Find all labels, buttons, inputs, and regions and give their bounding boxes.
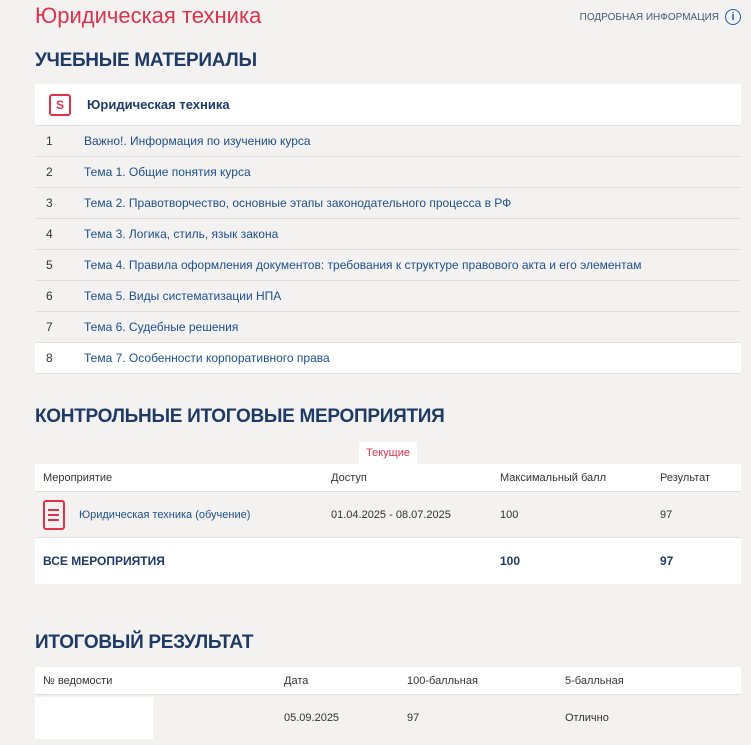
total-max: 100 [500, 554, 521, 568]
clipboard-icon [43, 500, 65, 530]
control-heading: КОНТРОЛЬНЫЕ ИТОГОВЫЕ МЕРОПРИЯТИЯ [35, 406, 445, 427]
col-date: Дата [284, 674, 309, 687]
col-max: Максимальный балл [500, 471, 606, 484]
item-link[interactable]: Тема 3. Логика, стиль, язык закона [84, 227, 279, 241]
control-table [35, 464, 741, 584]
item-link[interactable]: Важно!. Информация по изучению курса [84, 134, 311, 148]
materials-list [35, 84, 741, 374]
access-dates: 01.04.2025 - 08.07.2025 [331, 508, 451, 521]
score-5: Отлично [565, 712, 609, 724]
course-name: Юридическая техника [87, 97, 230, 112]
page-title: Юридическая техника [35, 3, 262, 28]
final-table [35, 667, 741, 741]
material-item[interactable] [35, 219, 741, 250]
item-link[interactable]: Тема 4. Правила оформления документов: требования к структуре правового акта и его элементам [84, 258, 642, 272]
item-link[interactable]: Тема 2. Правотворчество, основные этапы законодательного процесса в РФ [84, 196, 512, 210]
col-access: Доступ [331, 471, 367, 484]
event-link[interactable]: Юридическая техника (обучение) [79, 508, 251, 521]
statement-number [35, 697, 153, 739]
folder-icon: S [49, 94, 71, 116]
total-result: 97 [660, 554, 674, 568]
material-item[interactable] [35, 250, 741, 281]
item-link[interactable]: Тема 6. Судебные решения [84, 320, 239, 334]
item-number: 8 [46, 351, 53, 365]
info-icon: i [725, 9, 741, 25]
item-link[interactable]: Тема 1. Общие понятия курса [84, 165, 251, 179]
final-date: 05.09.2025 [284, 712, 340, 724]
item-number: 6 [46, 289, 53, 303]
tab-current[interactable]: Текущие [359, 442, 417, 464]
item-link[interactable]: Тема 5. Виды систематизации НПА [84, 289, 282, 303]
total-label: ВСЕ МЕРОПРИЯТИЯ [43, 554, 165, 568]
material-item[interactable] [35, 188, 741, 219]
item-number: 7 [46, 320, 53, 334]
item-number: 3 [46, 196, 53, 210]
total-row [35, 538, 741, 584]
material-item[interactable] [35, 281, 741, 312]
item-link[interactable]: Тема 7. Особенности корпоративного права [84, 351, 330, 365]
col-event: Мероприятие [43, 471, 113, 484]
material-item[interactable] [35, 157, 741, 188]
final-heading: ИТОГОВЫЙ РЕЗУЛЬТАТ [35, 632, 254, 653]
col-result: Результат [660, 471, 711, 484]
details-link[interactable] [580, 9, 741, 25]
item-number: 5 [46, 258, 53, 272]
col-number: № ведомости [43, 674, 113, 687]
item-number: 1 [46, 134, 53, 148]
col-100: 100-балльная [407, 674, 478, 687]
result: 97 [660, 508, 673, 521]
col-5: 5-балльная [565, 674, 624, 687]
max-score: 100 [500, 508, 519, 521]
material-item[interactable] [35, 126, 741, 157]
course-header[interactable] [35, 84, 741, 126]
material-item[interactable] [35, 343, 741, 374]
final-row [35, 695, 741, 741]
table-header [35, 464, 741, 492]
item-number: 4 [46, 227, 53, 241]
final-header [35, 667, 741, 695]
table-row [35, 492, 741, 538]
materials-heading: УЧЕБНЫЕ МАТЕРИАЛЫ [35, 50, 257, 71]
material-item[interactable] [35, 312, 741, 343]
score-100: 97 [407, 712, 420, 724]
details-label: ПОДРОБНАЯ ИНФОРМАЦИЯ [579, 11, 719, 23]
item-number: 2 [46, 165, 53, 179]
